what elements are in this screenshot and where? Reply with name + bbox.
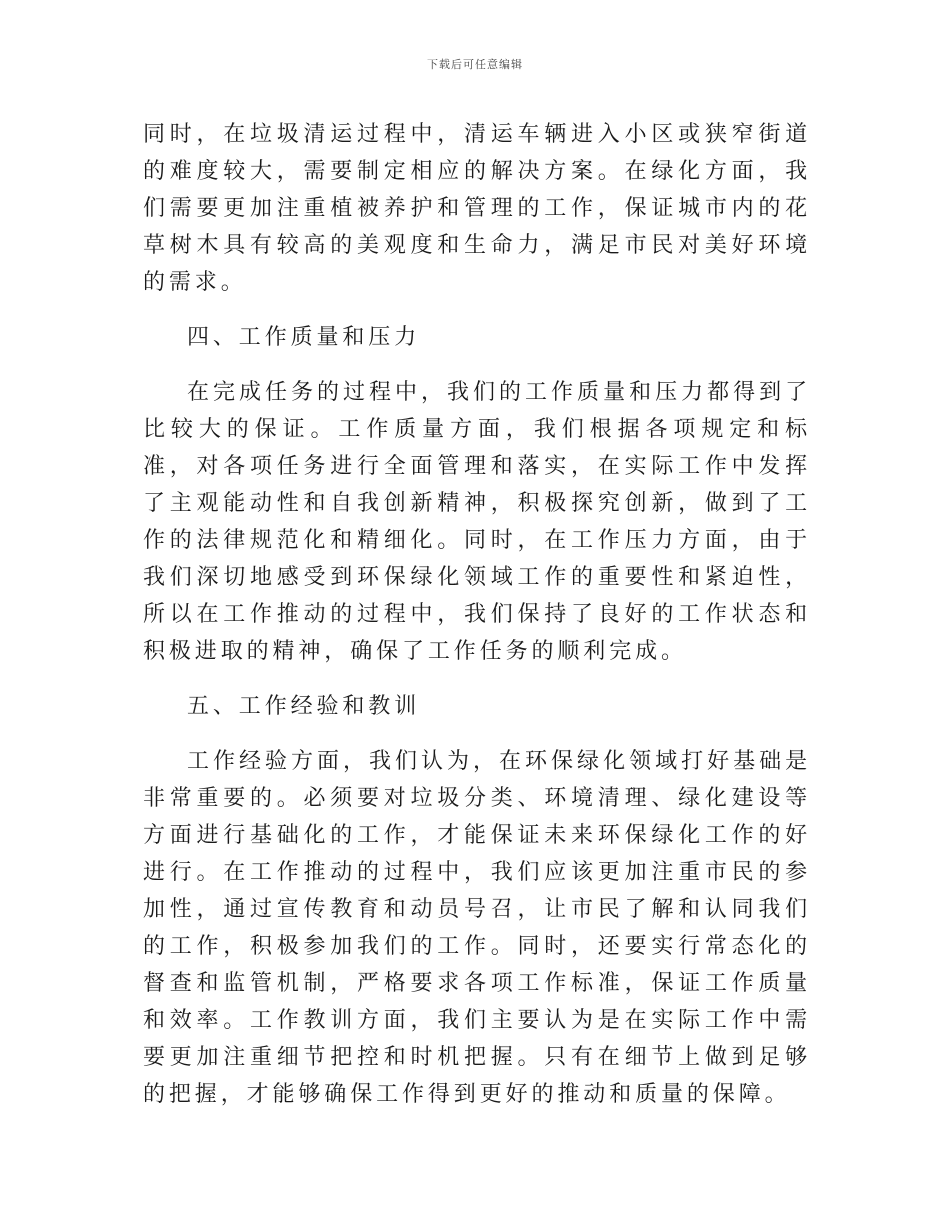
section-heading-4: 四、工作质量和压力: [187, 325, 421, 350]
section-heading-5: 五、工作经验和教训: [187, 694, 421, 719]
page-header-note: 下载后可任意编辑: [427, 58, 523, 71]
document-body: [143, 116, 811, 1131]
paragraph-experience: 工作经验方面，我们认为，在环保绿化领域打好基础是非常重要的。必须要对垃圾分类、环境清理、绿化建设等方面进行基础化的工作，才能保证未来环保绿化工作的好进行。在工作推动的过程中，我们应该更加注重市民的参加性，通过宣传教育和动员号召，让市民了解和认同我们的工作，积极参加我们的工作。同时，还要实行常态化的督查和监管机制，严格要求各项工作标准，保证工作质量和效率。工作教训方面，我们主要认为是在实际工作中需要更加注重细节把控和时机把握。只有在细节上做到足够的把握，才能够确保工作得到更好的推动和质量的保障。: [143, 749, 811, 1107]
paragraph-work-quality: 在完成任务的过程中，我们的工作质量和压力都得到了比较大的保证。工作质量方面，我们根据各项规定和标准，对各项任务进行全面管理和落实，在实际工作中发挥了主观能动性和自我创新精神，积极探究创新，做到了工作的法律规范化和精细化。同时，在工作压力方面，由于我们深切地感受到环保绿化领域工作的重要性和紧迫性，所以在工作推动的过程中，我们保持了良好的工作状态和积极进取的精神，确保了工作任务的顺利完成。: [143, 380, 811, 664]
paragraph-continuation: 同时，在垃圾清运过程中，清运车辆进入小区或狭窄街道的难度较大，需要制定相应的解决方案。在绿化方面，我们需要更加注重植被养护和管理的工作，保证城市内的花草树木具有较高的美观度和生命力，满足市民对美好环境的需求。: [143, 122, 811, 295]
